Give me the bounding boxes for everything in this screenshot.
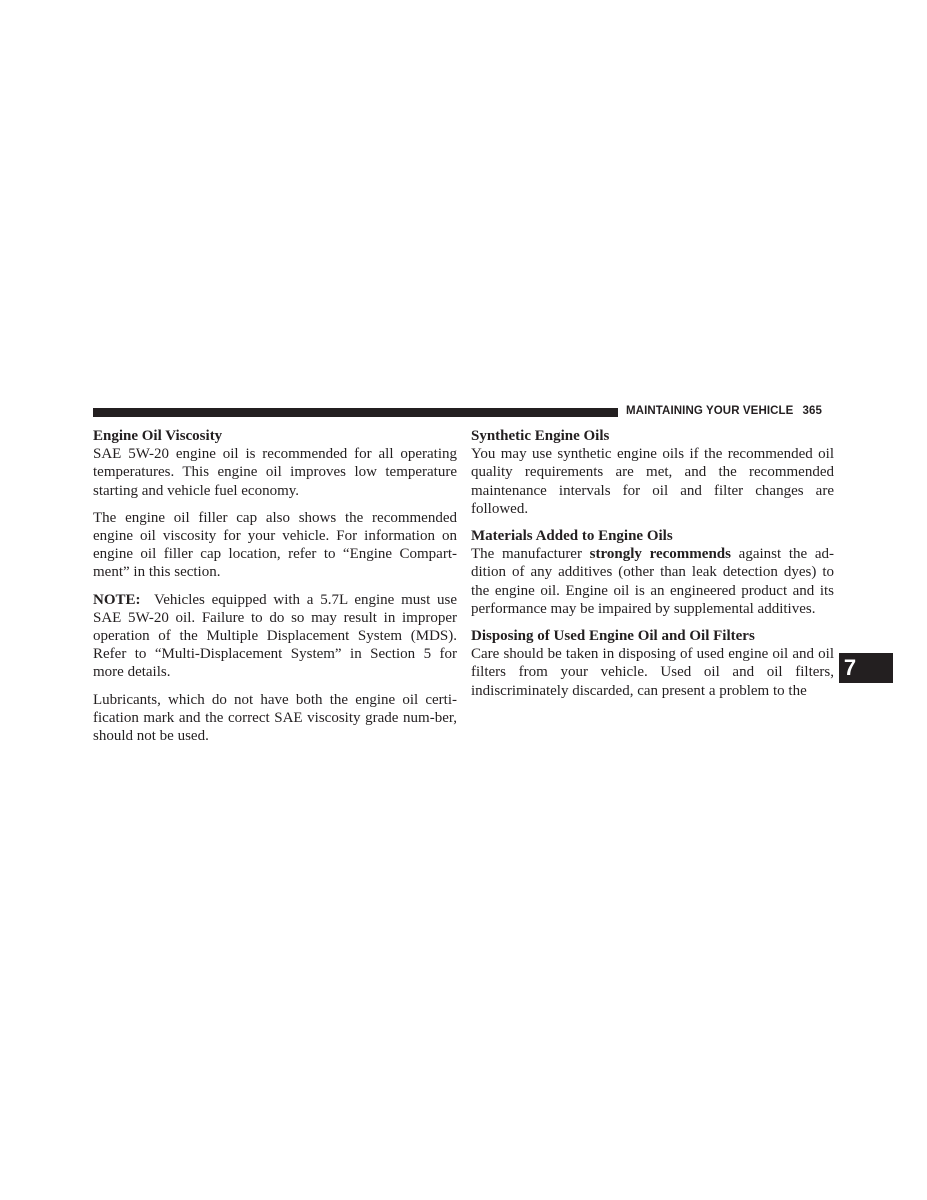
section-title: MAINTAINING YOUR VEHICLE xyxy=(626,405,794,417)
materials-emphasis: strongly recommends xyxy=(589,546,731,563)
page-number: 365 xyxy=(802,405,822,417)
heading-disposing: Disposing of Used Engine Oil and Oil Filters xyxy=(471,628,755,645)
right-column xyxy=(471,427,834,700)
paragraph-lubricants: Lubricants, which do not have both the engine oil certi-fication mark and the correct SAE viscosity grade num-ber, should not be used. xyxy=(93,691,457,745)
section-tab-number: 7 xyxy=(843,655,857,680)
section-tab xyxy=(839,653,893,683)
paragraph-note xyxy=(93,591,457,682)
left-column xyxy=(93,427,457,745)
materials-text-pre: The manufacturer xyxy=(471,546,582,563)
paragraph-materials-added xyxy=(471,545,834,618)
heading-synthetic-oils: Synthetic Engine Oils xyxy=(471,428,610,444)
note-label: NOTE: xyxy=(93,591,141,608)
paragraph-synthetic-oils: You may use synthetic engine oils if the recommended oil quality requirements are met, and the recommended maintenance intervals for oil and filter changes are followed. xyxy=(471,446,834,517)
heading-engine-oil-viscosity: Engine Oil Viscosity xyxy=(93,428,223,444)
running-head xyxy=(626,405,836,417)
paragraph-filler-cap: The engine oil filler cap also shows the recommended engine oil viscosity for your vehicle. For information on engine oil filler cap location, refer to “Engine Compart-ment” in this section. xyxy=(93,509,457,581)
materials-text-post: against the ad-dition of any additives (other than leak detection dyes) to the engine oil. Engine oil is an engineered product and its performance may be impaired by supplemental additives. xyxy=(471,546,835,617)
heading-materials-added: Materials Added to Engine Oils xyxy=(471,528,673,545)
note-text: Vehicles equipped with a 5.7L engine must use SAE 5W-20 oil. Failure to do so may result in improper operation of the Multiple Displacement System (MDS). Refer to “Multi-Displacement System” in Section 5 for more details. xyxy=(93,591,457,681)
paragraph-disposing: Care should be taken in disposing of used engine oil and oil filters from your vehicle. Used oil and oil filters, indiscriminately discarded, can present a problem to the xyxy=(471,646,834,699)
header-rule xyxy=(93,408,618,417)
paragraph-oil-recommendation: SAE 5W-20 engine oil is recommended for all operating temperatures. This engine oil improves low temperature starting and vehicle fuel economy. xyxy=(93,446,457,499)
